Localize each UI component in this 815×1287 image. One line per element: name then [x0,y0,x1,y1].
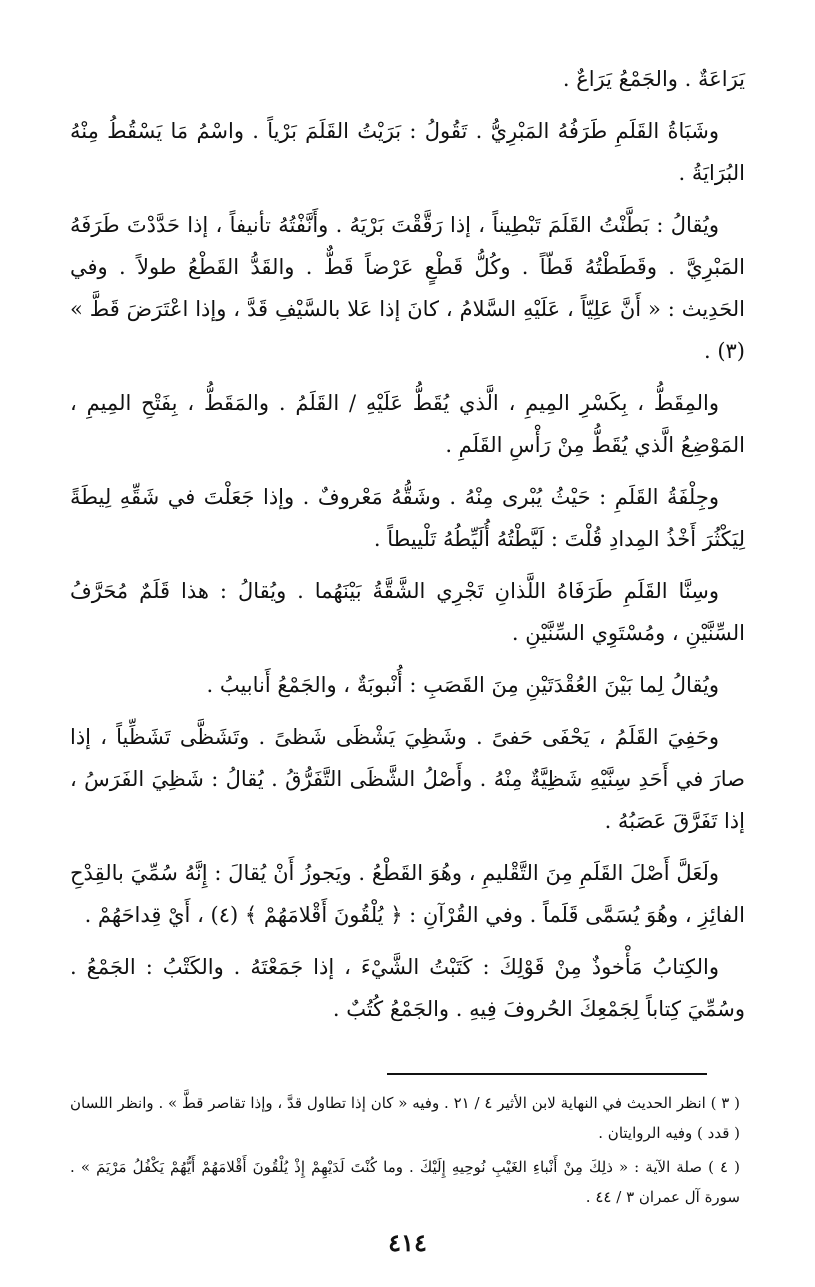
paragraph: ويُقالُ لِما بَيْنَ العُقْدَتَيْنِ مِنَ القَصَبِ : أُنْبوبَةٌ ، والجَمْعُ أَنابيبُ . [206,673,719,697]
paragraph: وشَبَاةُ القَلَمِ طَرَفُهُ المَبْرِيُّ . تَقُولُ : بَرَيْتُ القَلَمَ بَرْياً . واسْمُ مَا يَسْقُطُ مِنْهُ البُرَايَةُ . [70,119,745,185]
paragraph: ويُقالُ : بَطَّنْتُ القَلَمَ تَبْطِيناً ، إذا رَقَّقْتَ بَرْيَهُ . وأَنَّفْتُهُ تأنيفاً ، إذا حَدَّدْتَ طَرَفَهُ المَبْرِيَّ . وقَطَطْتُهُ قَطّاً . وكُلُّ قَطْعٍ عَرْضاً قَطٌّ . والقَدُّ القَطْعُ طولاً . وفي الحَدِيث : « أَنَّ عَلِيّاً ، عَلَيْهِ السَّلامُ ، كانَ إذا عَلا بالسَّيْفِ قَدَّ ، وإذا اعْتَرَضَ قَطَّ » (٣) . [70,213,745,363]
page-number: ٤١٤ [388,1228,427,1257]
paragraph: وسِنَّا القَلَمِ طَرَفَاهُ اللَّذانِ تَجْرِي الشَّقَّةُ بَيْنَهُما . ويُقالُ : هذا قَلَمٌ مُحَرَّفُ السِّنَّيْنِ ، ومُسْتَوِي السِّنَّيْنِ . [70,579,745,645]
footnote-divider [387,1073,707,1075]
footnotes [70,1088,740,1216]
paragraph: والكِتابُ مَأْخوذٌ مِنْ قَوْلِكَ : كَتَبْتُ الشَّيْءَ ، إذا جَمَعْتَهُ . والكَتْبُ : الجَمْعُ . وسُمِّيَ كِتاباً لِجَمْعِكَ الحُروفَ فِيهِ . والجَمْعُ كُتُبٌ . [70,955,745,1021]
paragraph: وجِلْفَةُ القَلَمِ : حَيْثُ يُبْرى مِنْهُ . وشَقُّهُ مَعْروفٌ . وإذا جَعَلْتَ في شَقِّهِ لِيطَةً لِيَكْثُرَ أَخْذُ المِدادِ قُلْتَ : لَيَّطْتُهُ أُلَيِّطُهُ تَلْييطاً . [70,485,745,551]
paragraph: والمِقَطُّ ، بِكَسْرِ المِيمِ ، الَّذي يُقَطُّ عَلَيْهِ / القَلَمُ . والمَقَطُّ ، بِفَتْحِ المِيمِ ، المَوْضِعُ الَّذي يُقَطُّ مِنْ رَأْسِ القَلَمِ . [70,391,745,457]
paragraph: يَرَاعَةٌ . والجَمْعُ يَرَاعٌ . [562,67,745,91]
footnote: ( ٣ ) انظر الحديث في النهاية لابن الأثير ٤ / ٢١ . وفيه « كان إذا تطاول قدَّ ، وإذا تقاصر قطَّ » . وانظر اللسان ( قدد ) وفيه الروايتان . [70,1094,740,1142]
main-text [70,58,745,1040]
paragraph: وحَفِيَ القَلَمُ ، يَحْفَى حَفىً . وشَظِيَ يَشْظَى شَظىً . وتَشَظَّى تَشَظِّياً ، إذا صارَ في أَحَدِ سِنَّيْهِ شَظِيَّةٌ مِنْهُ . وأَصْلُ الشَّظَى التَّفَرُّقُ . يُقالُ : شَظِيَ الفَرَسُ ، إذا تَفَرَّقَ عَصَبُهُ . [70,725,745,833]
footnote: ( ٤ ) صلة الآية : « ذلِكَ مِنْ أَنْباءِ الغَيْبِ نُوحِيهِ إِلَيْكَ . وما كُنْتَ لَدَيْهِمْ إِذْ يُلْقُونَ أَقْلامَهُمْ أَيُّهُمْ يَكْفُلُ مَرْيَمَ » . سورة آل عمران ٣ / ٤٤ . [70,1158,740,1206]
paragraph: ولَعَلَّ أَصْلَ القَلَمِ مِنَ التَّقْليمِ ، وهُوَ القَطْعُ . ويَجوزُ أَنْ يُقالَ : إِنَّهُ سُمِّيَ بالقِدْحِ الفائِزِ ، وهُوَ يُسَمَّى قَلَماً . وفي القُرْآنِ : ﴿ يُلْقُونَ أَقْلامَهُمْ ﴾ (٤) ، أَيْ قِداحَهُمْ . [70,861,745,927]
